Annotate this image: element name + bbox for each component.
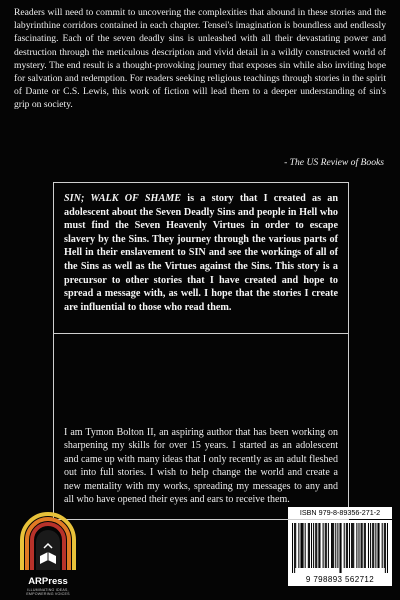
- barcode-bar: [346, 523, 347, 568]
- barcode-bar: [301, 523, 302, 568]
- barcode-bar: [313, 523, 314, 568]
- author-bio-text: I am Tymon Bolton II, an aspiring author that has been working on sharpening my skills for over 15 years. I started as an adolescent and came up with many ideas that I only recently as an adult fleshed out into full stories. I wish to help change the world and create a new mentality with my works, spreading my messages to any and all who have opened their eyes and ears to receive them.: [64, 427, 338, 506]
- barcode-bar: [362, 523, 363, 568]
- barcode-bar: [316, 523, 317, 568]
- barcode-bar: [294, 523, 295, 573]
- synopsis-block: [64, 192, 338, 314]
- barcode-bar: [349, 523, 350, 568]
- barcode-bar: [339, 523, 340, 573]
- barcode-bar: [364, 523, 365, 568]
- barcode-bar: [323, 523, 324, 568]
- barcode-bar: [370, 523, 371, 568]
- barcode-bar: [352, 523, 353, 568]
- barcode-bar: [326, 523, 327, 568]
- barcode-bar: [328, 523, 329, 568]
- barcode-bar: [292, 523, 293, 573]
- barcode-bar: [309, 523, 310, 568]
- barcode-bar: [365, 523, 366, 568]
- barcode-bar: [358, 523, 359, 568]
- barcode-bar: [332, 523, 333, 568]
- frame-divider: [53, 333, 349, 334]
- barcode-bar: [361, 523, 362, 568]
- barcode-bar: [373, 523, 374, 568]
- barcode-bar: [303, 523, 304, 568]
- publisher-name: ARPress: [28, 576, 68, 587]
- synopsis-text: is a story that I created as an adolescent about the Seven Deadly Sins and people in Hell who must find the Seven Heavenly Virtues in order to escape slavery by the Sins. They journey through the various parts of Hell in their enslavement to SIN and see the workings of all of the Sins as well as the Virtues against the Sins. This story is a precursor to other stories that I have created and hope to spread a message with, as well. I hope that the stories I create are influential to those who read them.: [64, 193, 338, 313]
- barcode-bar: [372, 523, 373, 568]
- barcode-bar: [305, 523, 306, 568]
- barcode-bar: [377, 523, 378, 568]
- barcode-bar: [387, 523, 388, 573]
- barcode-bar: [331, 523, 332, 568]
- barcode-bar: [300, 523, 301, 568]
- barcode-bar: [382, 523, 383, 568]
- barcode-bar: [385, 523, 386, 573]
- barcode-bar: [344, 523, 345, 568]
- barcode-bar: [308, 523, 309, 568]
- barcode-bar: [347, 523, 348, 568]
- barcode-bar: [353, 523, 354, 568]
- barcode-bar: [311, 523, 312, 568]
- barcode-bar: [356, 523, 357, 568]
- barcode-bar: [368, 523, 369, 568]
- barcode-bar: [295, 523, 296, 568]
- barcode-bars: [292, 523, 388, 573]
- author-bio-block: [64, 426, 338, 506]
- barcode-digits: 9 798893 562712: [305, 575, 375, 584]
- barcode-bar: [319, 523, 320, 568]
- barcode-bar: [335, 523, 336, 568]
- barcode-bar: [379, 523, 380, 568]
- review-source: - The US Review of Books: [284, 157, 384, 168]
- publisher-logo: [18, 500, 78, 580]
- publisher-tagline: ILLUMINATING IDEAS, EMPOWERING VOICES: [26, 588, 70, 596]
- barcode-bar: [318, 523, 319, 568]
- barcode-bar: [341, 523, 342, 573]
- barcode-bar: [315, 523, 316, 568]
- barcode: [288, 520, 392, 586]
- review-block: [14, 6, 386, 112]
- publisher-logo-icon: [18, 500, 78, 576]
- barcode-bar: [325, 523, 326, 568]
- review-text: Readers will need to commit to uncovering the complexities that abound in these stories and the labyrinthine corridors contained in each chapter. Tensei's imagination is boundless and endlessly fascinating. Each of the seven deadly sins is unleashed with all their devastating power and destruction through the meticulous description and vivid detail in a wildly constructed world of mystery. The end result is a thought-provoking journey that exposes sin while also inviting hope for salvation and redemption. For readers seeking religious teachings through stories in the spirit of Dante or C.S. Lewis, this work of fiction will lead them to a deeper understanding of sin's grip on society.: [14, 7, 386, 111]
- book-title: SIN; WALK OF SHAME: [64, 193, 182, 204]
- barcode-bar: [375, 523, 376, 568]
- barcode-bar: [384, 523, 385, 568]
- isbn-label: ISBN 979-8-89356-271-2: [288, 507, 392, 519]
- barcode-bar: [298, 523, 299, 568]
- barcode-bar: [337, 523, 338, 568]
- barcode-bar: [351, 523, 352, 568]
- barcode-bar: [333, 523, 334, 568]
